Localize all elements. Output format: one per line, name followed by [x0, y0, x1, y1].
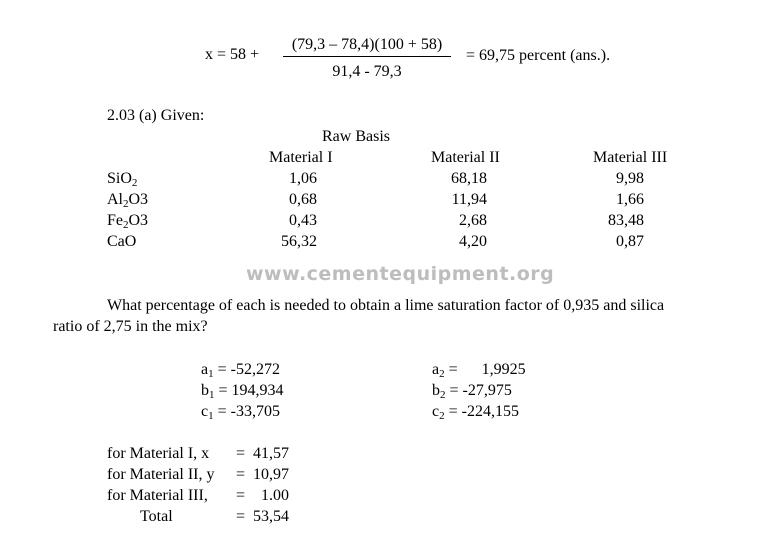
coef-b2: $b_2 = -27,975$ — [432, 382, 512, 401]
col-header-material-1: Material I — [269, 149, 333, 166]
table-cell: 4,20 — [459, 233, 487, 250]
row-label-fe2o3: $Fe_2O3$ — [107, 212, 149, 231]
result-label-material-3: for Material III, — [107, 487, 208, 504]
coef-a1: $a_1 = -52,272$ — [201, 361, 280, 380]
table-cell: 0,87 — [616, 233, 644, 250]
result-label-total: Total — [140, 508, 173, 525]
question-line-2: ratio of 2,75 in the mix? — [53, 318, 208, 335]
table-cell: 1,66 — [616, 191, 644, 208]
row-label-al2o3: $Al_2O3$ — [107, 191, 149, 210]
fraction-denominator: 91,4 - 79,3 — [332, 63, 402, 80]
coef-b1: $b_1 = 194,934$ — [201, 382, 284, 401]
problem-heading: 2.03 (a) Given: — [107, 107, 205, 124]
equation-lhs: x = 58 + — [205, 46, 260, 63]
col-header-material-2: Material II — [431, 149, 500, 166]
coef-c2: $c_2 = -224,155$ — [432, 403, 519, 422]
table-cell: 1,06 — [289, 170, 317, 187]
result-value-material-2: = 10,97 — [236, 466, 290, 483]
result-value-material-1: = 41,57 — [236, 445, 290, 462]
question-line-1: What percentage of each is needed to obtain a lime saturation factor of 0,935 and silica — [107, 297, 665, 314]
table-cell: 11,94 — [451, 191, 487, 208]
table-caption: Raw Basis — [322, 128, 390, 145]
coef-a2: $a_2$ = 1,9925 — [432, 361, 526, 380]
equation-rhs: = 69,75 percent (ans.). — [466, 47, 611, 64]
coef-c1: $c_1 = -33,705$ — [201, 403, 280, 422]
row-label-cao: CaO — [107, 233, 137, 250]
table-cell: 0,68 — [289, 191, 317, 208]
result-value-material-3: = 1.00 — [236, 487, 290, 504]
result-label-material-2: for Material II, y — [107, 466, 215, 483]
table-cell: 0,43 — [289, 212, 317, 229]
table-cell: 56,32 — [281, 233, 317, 250]
col-header-material-3: Material III — [593, 149, 668, 166]
table-cell: 68,18 — [451, 170, 487, 187]
watermark: www.cementequipment.org — [246, 263, 555, 285]
fraction-bar — [283, 56, 451, 57]
result-label-material-1: for Material I, x — [107, 445, 210, 462]
table-cell: 9,98 — [616, 170, 644, 187]
result-value-total: = 53,54 — [236, 508, 290, 525]
row-label-sio2: SiO$_2$ — [107, 170, 138, 189]
table-cell: 83,48 — [608, 212, 644, 229]
table-cell: 2,68 — [459, 212, 487, 229]
fraction-numerator: (79,3 – 78,4)(100 + 58) — [291, 36, 443, 53]
